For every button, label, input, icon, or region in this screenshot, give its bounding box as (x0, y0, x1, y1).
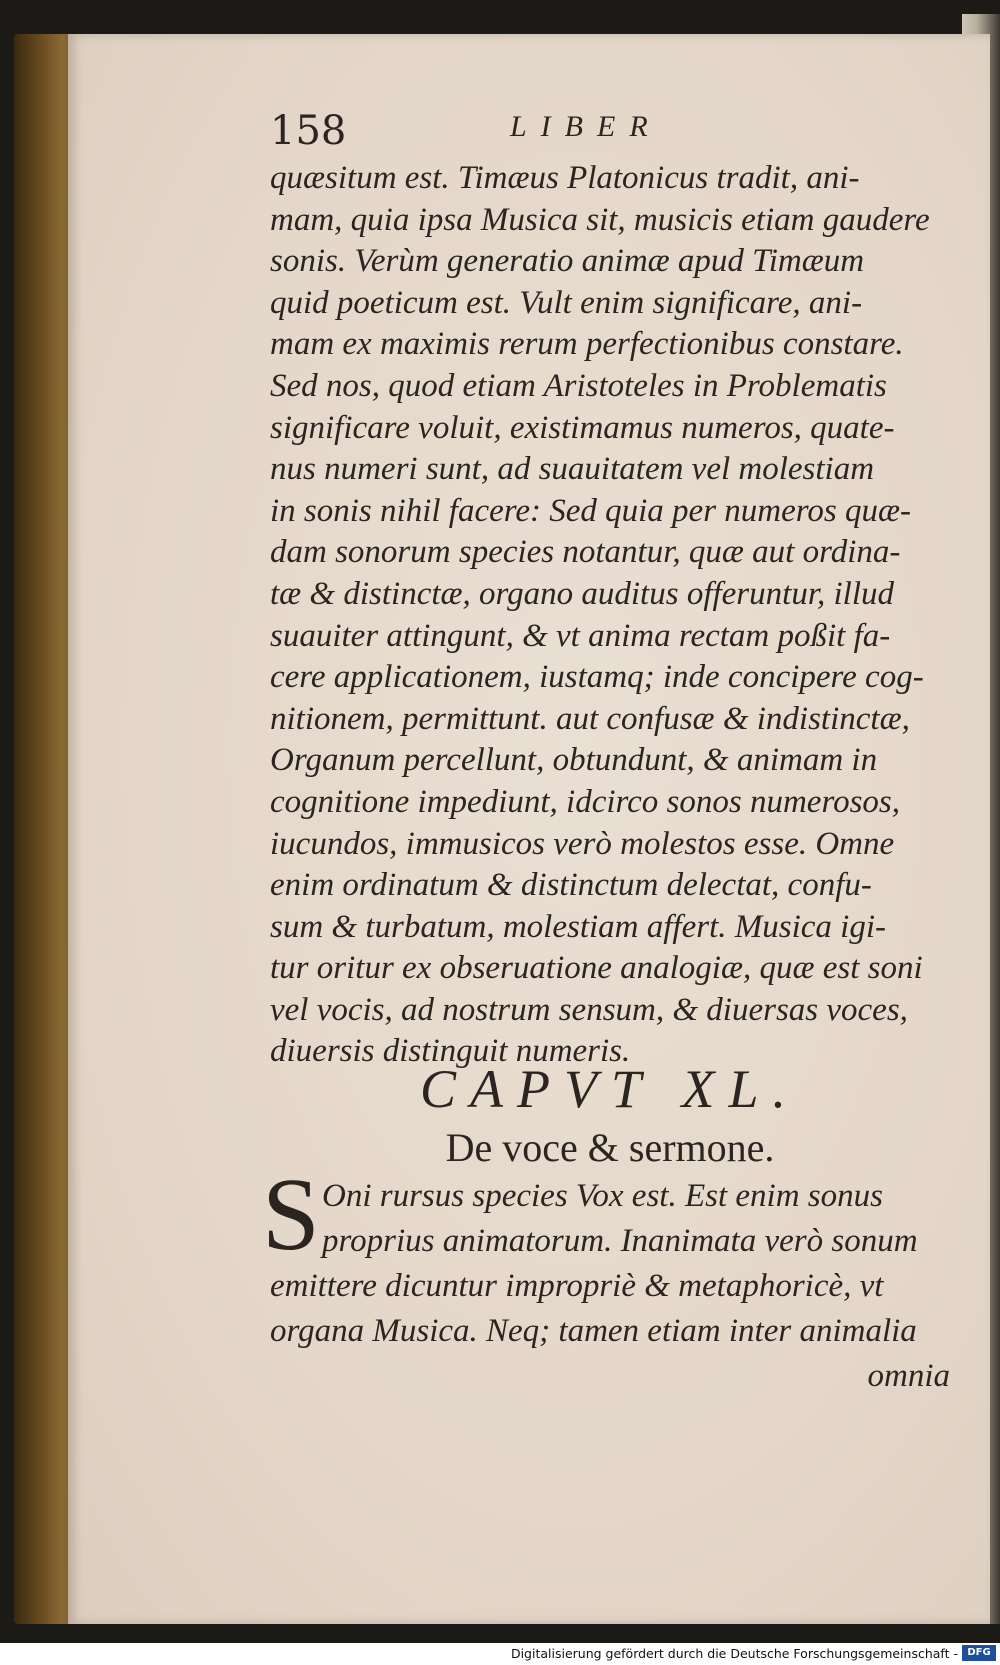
text-line: cere applicationem, iustamq; inde concipere cog- (270, 659, 924, 696)
dfg-logo: DFG (962, 1645, 996, 1661)
text-line: tæ & distinctæ, organo auditus offeruntur, illud (270, 575, 895, 612)
text-line: quæsitum est. Timæus Platonicus tradit, ani- (270, 160, 860, 196)
text-line: enim ordinatum & distinctum delectat, confu- (270, 867, 872, 904)
page-number: 158 (270, 108, 347, 154)
text-line: sum & turbatum, molestiam affert. Musica igi- (270, 908, 886, 945)
text-line: nus numeri sunt, ad suauitatem vel molestiam (270, 451, 875, 488)
chapter-heading: CAPVT XL. (419, 1059, 801, 1119)
text-line: significare voluit, existimamus numeros, quate- (270, 409, 895, 446)
text-line: emittere dicuntur impropriè & metaphoricè, vt (270, 1268, 884, 1304)
chapter-text (270, 1174, 950, 1399)
catchword: omnia (867, 1358, 950, 1394)
text-line: proprius animatorum. Inanimata verò sonum (322, 1223, 918, 1259)
text-line: vel vocis, ad nostrum sensum, & diuersas voces, (270, 991, 908, 1028)
text-line: nitionem, permittunt. aut confusæ & indistinctæ, (270, 700, 910, 737)
text-line: diuersis distinguit numeris. (270, 1033, 631, 1070)
footer-bar (0, 1643, 1000, 1665)
text-line: dam sonorum species notantur, quæ aut ordina- (270, 534, 901, 571)
text-line: Sed nos, quod etiam Aristoteles in Problematis (270, 367, 887, 404)
text-line: suauiter attingunt, & vt anima rectam poßit fa- (270, 617, 891, 654)
text-line: sonis. Verùm generatio animæ apud Timæum (270, 243, 865, 280)
text-line: iucundos, immusicos verò molestos esse. Omne (270, 825, 895, 862)
text-line: mam ex maximis rerum perfectionibus constare. (270, 326, 904, 363)
funding-credit: Digitalisierung gefördert durch die Deutsche Forschungsgemeinschaft - (510, 1646, 958, 1661)
chapter-subtitle: De voce & sermone. (445, 1125, 775, 1170)
text-line: Organum percellunt, obtundunt, & animam in (270, 742, 878, 779)
page-header (270, 108, 930, 158)
text-line: Oni rursus species Vox est. Est enim sonus (322, 1178, 883, 1214)
text-line: in sonis nihil facere: Sed quia per numeros quæ- (270, 492, 911, 529)
text-line: cognitione impediunt, idcirco sonos numerosos, (270, 783, 900, 820)
text-line: organa Musica. Neq; tamen etiam inter animalia (270, 1313, 917, 1349)
text-line: mam, quia ipsa Musica sit, musicis etiam gaudere (270, 201, 930, 238)
text-line: quid poeticum est. Vult enim significare, ani- (270, 284, 863, 321)
text-line: tur oritur ex obseruatione analogiæ, quæ est soni (270, 950, 923, 987)
running-title: LIBER (510, 110, 662, 143)
drop-cap: S (262, 1157, 320, 1272)
body-text (270, 158, 950, 1073)
